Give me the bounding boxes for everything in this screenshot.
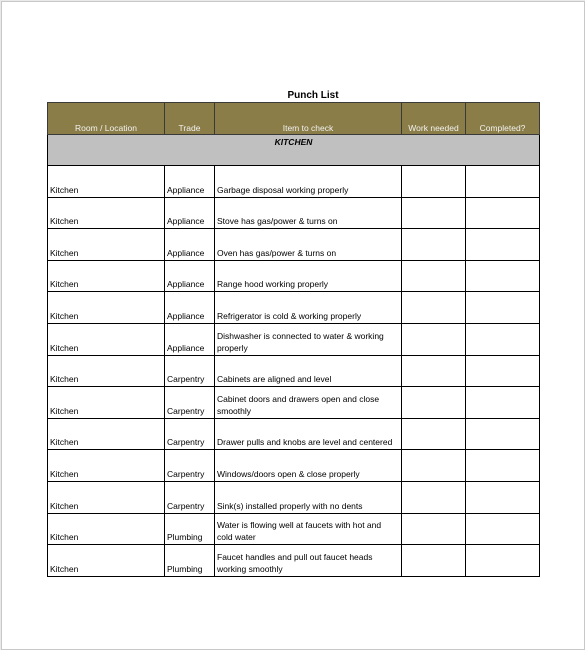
row-trade-cell: Carpentry: [165, 418, 215, 450]
row-trade-cell: Appliance: [165, 292, 215, 324]
row-work-needed-cell: [402, 355, 466, 387]
row-trade-cell: Carpentry: [165, 387, 215, 419]
row-trade-cell: Plumbing: [165, 545, 215, 577]
row-item-cell: Cabinets are aligned and level: [215, 355, 402, 387]
table-row: [48, 229, 540, 261]
row-completed-cell: [466, 387, 540, 419]
row-trade-cell: Appliance: [165, 197, 215, 229]
row-room-cell: Kitchen: [48, 513, 165, 545]
row-room-cell: Kitchen: [48, 197, 165, 229]
punch-list-table: [47, 102, 540, 577]
table-row: [48, 166, 540, 198]
row-room-cell: Kitchen: [48, 260, 165, 292]
row-room-cell: Kitchen: [48, 229, 165, 261]
row-item-cell: Stove has gas/power & turns on: [215, 197, 402, 229]
table-row: [48, 513, 540, 545]
row-item-cell: Sink(s) installed properly with no dents: [215, 481, 402, 513]
row-trade-cell: Carpentry: [165, 450, 215, 482]
table-row: [48, 197, 540, 229]
row-item-cell: Oven has gas/power & turns on: [215, 229, 402, 261]
row-trade-cell: Plumbing: [165, 513, 215, 545]
table-row: [48, 545, 540, 577]
row-work-needed-cell: [402, 229, 466, 261]
row-work-needed-cell: [402, 481, 466, 513]
row-completed-cell: [466, 229, 540, 261]
row-work-needed-cell: [402, 513, 466, 545]
row-item-cell: Windows/doors open & close properly: [215, 450, 402, 482]
row-work-needed-cell: [402, 260, 466, 292]
document-page: [1, 1, 585, 650]
table-row: [48, 260, 540, 292]
table-header-row: [48, 103, 540, 135]
section-row: [48, 135, 540, 166]
row-completed-cell: [466, 323, 540, 355]
row-completed-cell: [466, 513, 540, 545]
table-row: [48, 387, 540, 419]
row-trade-cell: Carpentry: [165, 481, 215, 513]
row-completed-cell: [466, 418, 540, 450]
row-completed-cell: [466, 292, 540, 324]
table-row: [48, 323, 540, 355]
row-work-needed-cell: [402, 166, 466, 198]
row-trade-cell: Appliance: [165, 260, 215, 292]
row-completed-cell: [466, 355, 540, 387]
row-room-cell: Kitchen: [48, 481, 165, 513]
row-room-cell: Kitchen: [48, 450, 165, 482]
row-room-cell: Kitchen: [48, 545, 165, 577]
row-completed-cell: [466, 545, 540, 577]
column-header-completed: Completed?: [466, 103, 540, 135]
row-work-needed-cell: [402, 450, 466, 482]
row-completed-cell: [466, 481, 540, 513]
row-item-cell: Dishwasher is connected to water & working properly: [215, 323, 402, 355]
row-work-needed-cell: [402, 418, 466, 450]
row-work-needed-cell: [402, 545, 466, 577]
row-item-cell: Refrigerator is cold & working properly: [215, 292, 402, 324]
row-room-cell: Kitchen: [48, 166, 165, 198]
table-row: [48, 292, 540, 324]
column-header-work-needed: Work needed: [402, 103, 466, 135]
row-item-cell: Water is flowing well at faucets with hot and cold water: [215, 513, 402, 545]
row-room-cell: Kitchen: [48, 355, 165, 387]
column-header-room: Room / Location: [48, 103, 165, 135]
column-header-trade: Trade: [165, 103, 215, 135]
row-item-cell: Drawer pulls and knobs are level and centered: [215, 418, 402, 450]
row-item-cell: Cabinet doors and drawers open and close smoothly: [215, 387, 402, 419]
row-work-needed-cell: [402, 292, 466, 324]
row-trade-cell: Appliance: [165, 166, 215, 198]
row-room-cell: Kitchen: [48, 292, 165, 324]
row-room-cell: Kitchen: [48, 323, 165, 355]
row-item-cell: Faucet handles and pull out faucet heads working smoothly: [215, 545, 402, 577]
row-room-cell: Kitchen: [48, 418, 165, 450]
row-item-cell: Garbage disposal working properly: [215, 166, 402, 198]
row-completed-cell: [466, 197, 540, 229]
table-row: [48, 481, 540, 513]
row-room-cell: Kitchen: [48, 387, 165, 419]
column-header-item: Item to check: [215, 103, 402, 135]
row-work-needed-cell: [402, 387, 466, 419]
row-completed-cell: [466, 166, 540, 198]
row-trade-cell: Appliance: [165, 323, 215, 355]
table-row: [48, 418, 540, 450]
row-work-needed-cell: [402, 323, 466, 355]
row-completed-cell: [466, 450, 540, 482]
table-row: [48, 450, 540, 482]
row-trade-cell: Carpentry: [165, 355, 215, 387]
row-item-cell: Range hood working properly: [215, 260, 402, 292]
row-trade-cell: Appliance: [165, 229, 215, 261]
page-title: Punch List: [287, 90, 339, 101]
table-row: [48, 355, 540, 387]
row-work-needed-cell: [402, 197, 466, 229]
row-completed-cell: [466, 260, 540, 292]
section-label: KITCHEN: [48, 135, 540, 166]
